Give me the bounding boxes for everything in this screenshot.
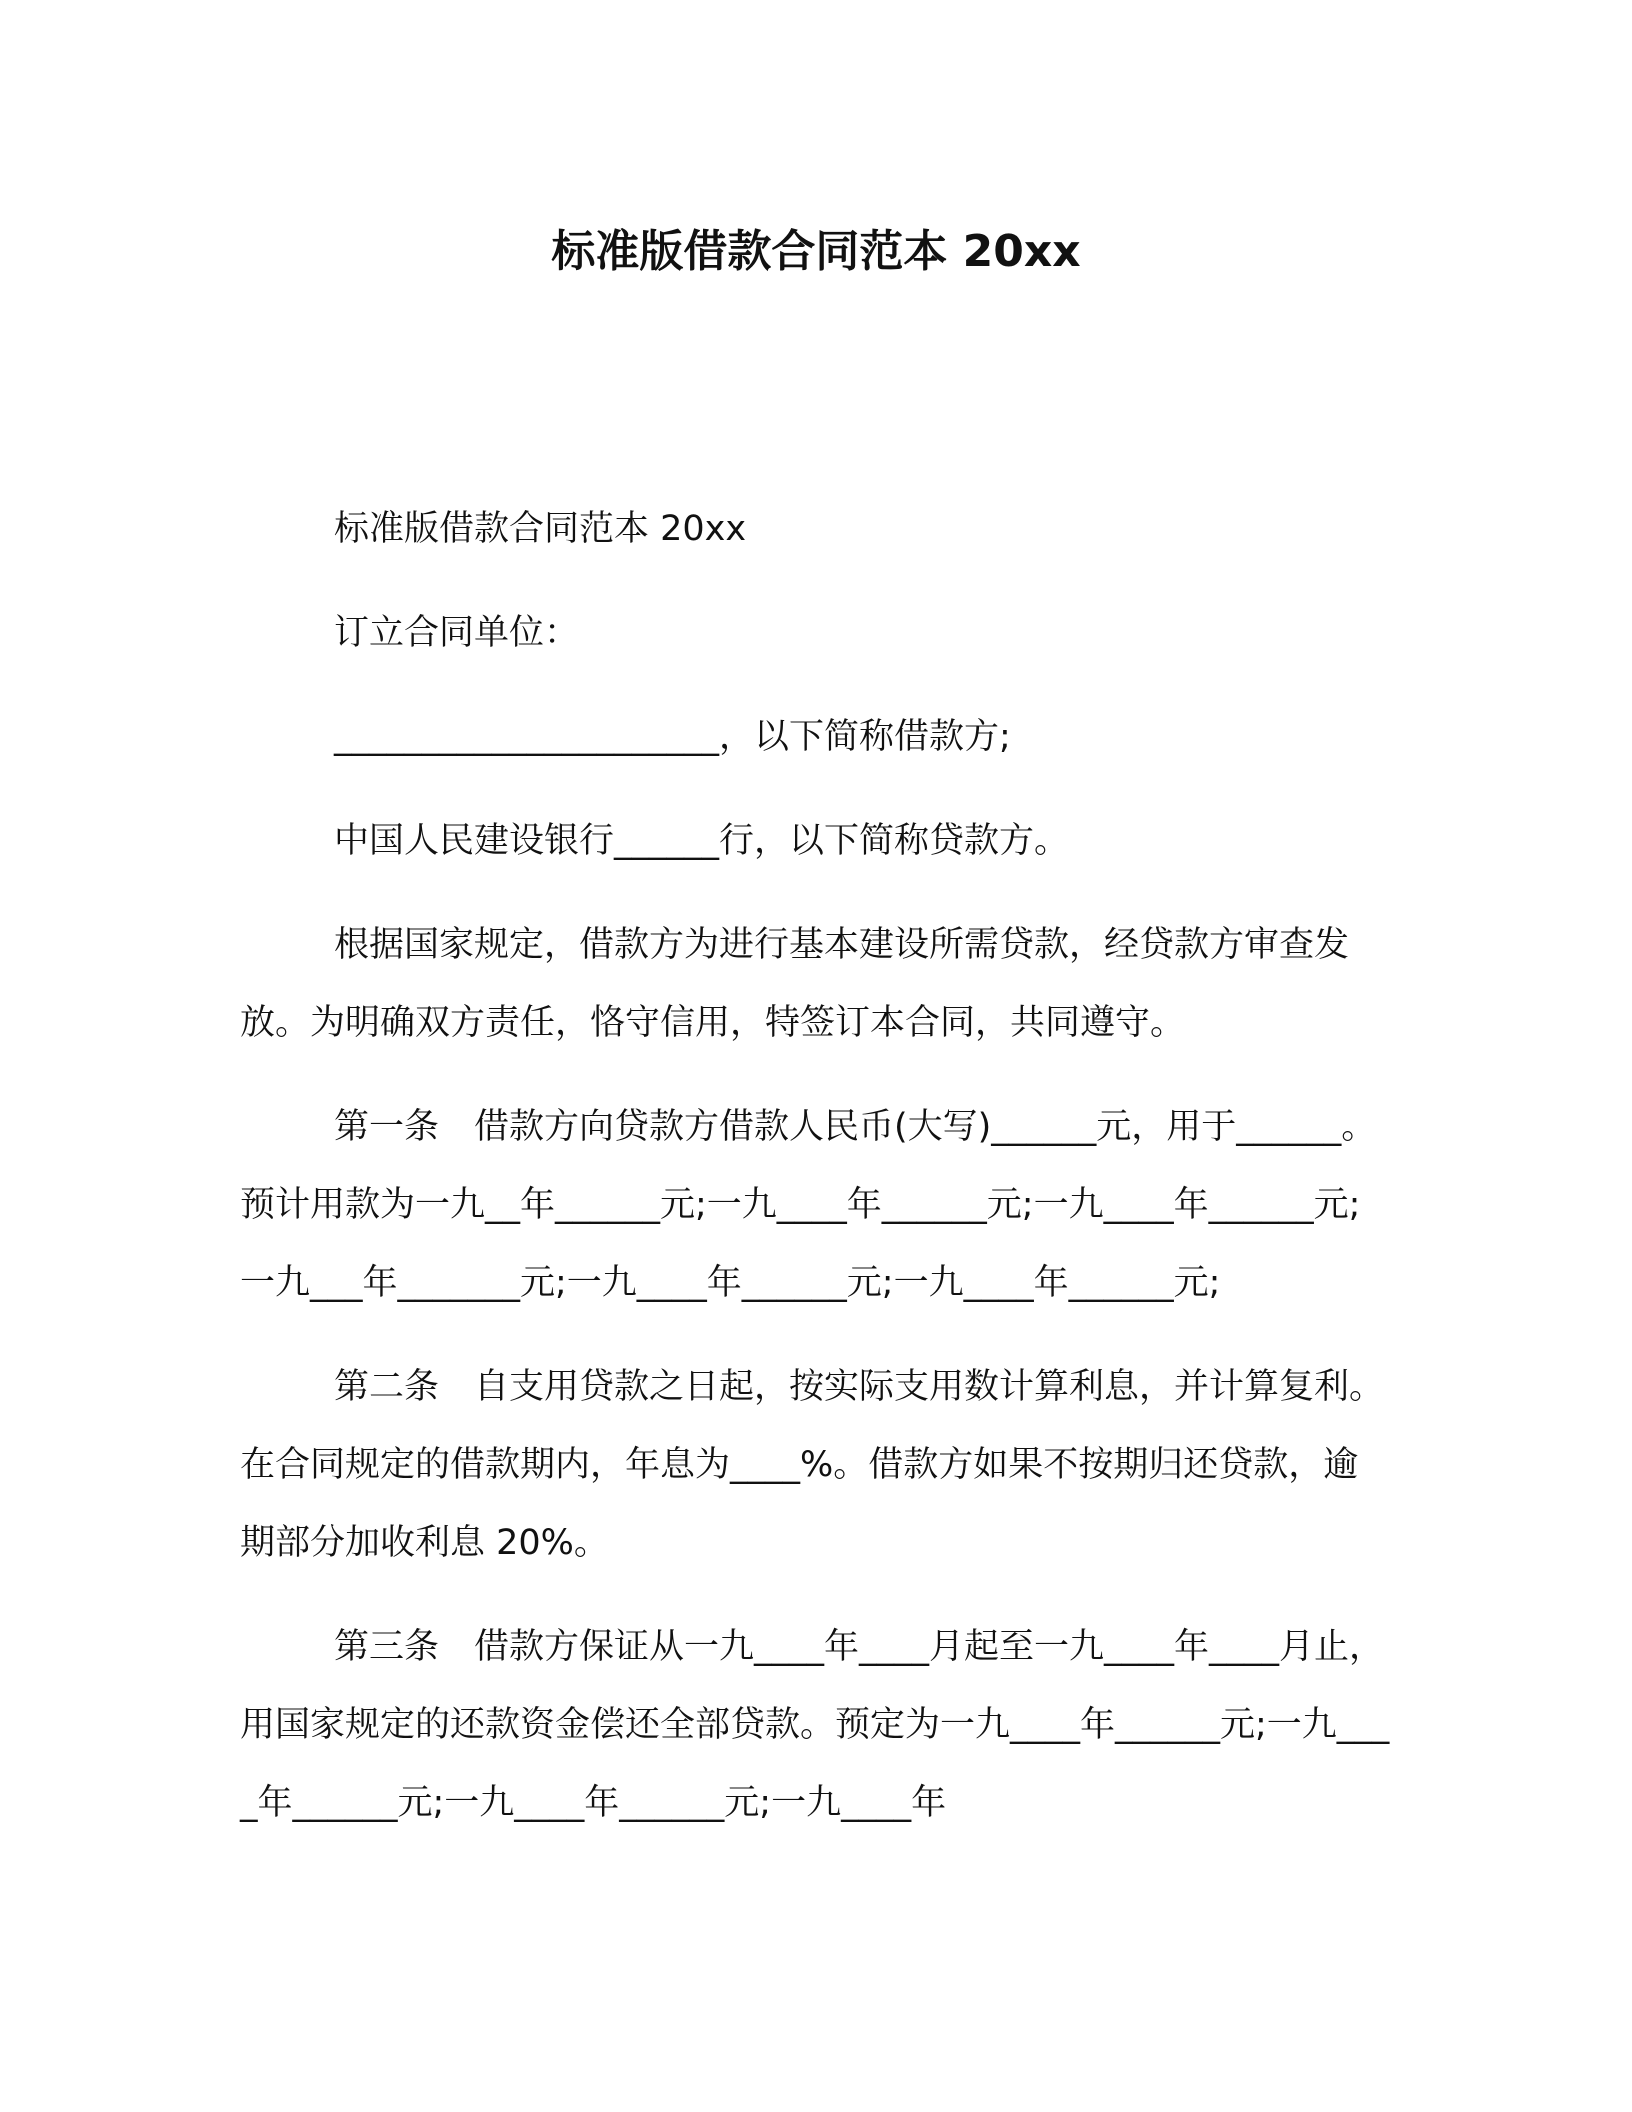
paragraph-contracting-parties: 订立合同单位： (334, 613, 580, 653)
paragraph-article-1: 第一条 借款方向贷款方借款人民币(大写)______元，用于______。预计用款为一九__年______元;一九____年______元;一九____年______元;一九___年_______元;一九____年______元;一九____年______元; (240, 1107, 1377, 1303)
paragraph-borrower: ______________________，以下简称借款方; (334, 717, 1011, 757)
document-body (240, 490, 1390, 1868)
paragraph-article-2: 第二条 自支用贷款之日起，按实际支用数计算利息，并计算复利。在合同规定的借款期内，年息为____%。借款方如果不按期归还贷款，逾期部分加收利息 20%。 (240, 1367, 1385, 1563)
document-title: 标准版借款合同范本 20xx (551, 226, 1081, 277)
paragraph-preamble: 根据国家规定，借款方为进行基本建设所需贷款，经贷款方审查发放。为明确双方责任，恪守信用，特签订本合同，共同遵守。 (240, 925, 1350, 1043)
paragraph-subtitle: 标准版借款合同范本 20xx (334, 509, 747, 549)
paragraph-lender: 中国人民建设银行______行，以下简称贷款方。 (334, 821, 1070, 861)
paragraph-article-3: 第三条 借款方保证从一九____年____月起至一九____年____月止，用国家规定的还款资金偿还全部贷款。预定为一九____年______元;一九____年______元;一九____年______元;一九____年 (240, 1627, 1390, 1823)
